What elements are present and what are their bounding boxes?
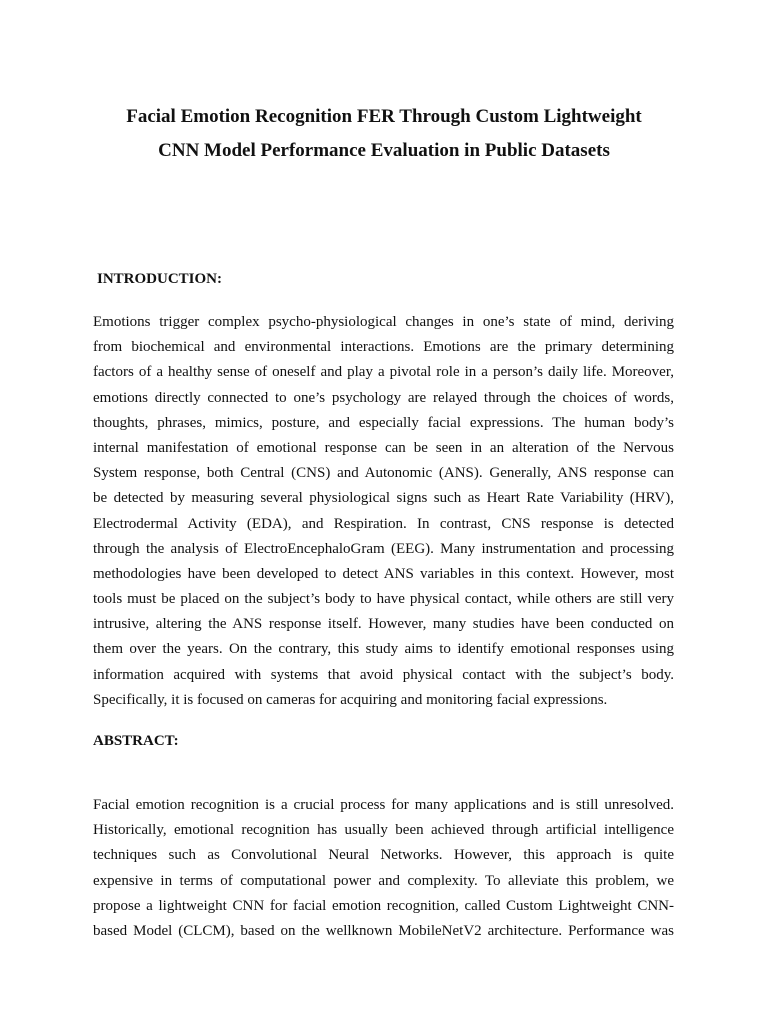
text-line: techniques such as Convolutional Neural Networks. However, this approach is quite (93, 847, 674, 864)
paper-title-line-2: CNN Model Performance Evaluation in Public Datasets (158, 140, 610, 161)
text-line: based Model (CLCM), based on the wellknown MobileNetV2 architecture. Performance was (93, 922, 674, 939)
text-line: expensive in terms of computational power and complexity. To alleviate this problem, we (93, 872, 674, 889)
text-line: thoughts, phrases, mimics, posture, and especially facial expressions. The human body’s (93, 414, 674, 431)
text-line: Facial emotion recognition is a crucial process for many applications and is still unresolved. (93, 797, 674, 813)
text-line: methodologies have been developed to detect ANS variables in this context. However, most (93, 565, 674, 582)
text-line: them over the years. On the contrary, this study aims to identify emotional responses using (93, 641, 674, 658)
text-line: internal manifestation of emotional response can be seen in an alteration of the Nervous (93, 439, 674, 456)
text-line: emotions directly connected to one’s psychology are relayed through the choices of words, (93, 389, 674, 406)
text-line: from biochemical and environmental interactions. Emotions are the primary determining (93, 339, 674, 356)
introduction-paragraph (93, 310, 674, 713)
text-line: System response, both Central (CNS) and Autonomic (ANS). Generally, ANS response can (93, 465, 674, 482)
text-line: Historically, emotional recognition has usually been achieved through artificial intelligence (93, 822, 674, 839)
text-line: tools must be placed on the subject’s body to have physical contact, while others are still very (93, 591, 674, 608)
abstract-heading: ABSTRACT: (93, 733, 179, 749)
text-line: factors of a healthy sense of oneself and play a pivotal role in a person’s daily life. Moreover, (93, 364, 674, 381)
text-line: information acquired with systems that avoid physical contact with the subject’s body. (93, 666, 674, 683)
introduction-heading: INTRODUCTION: (97, 271, 223, 287)
paper-title-line-1: Facial Emotion Recognition FER Through Custom Lightweight (126, 106, 642, 127)
paper-title (60, 100, 708, 168)
abstract-paragraph (93, 793, 674, 944)
text-line: Emotions trigger complex psycho-physiological changes in one’s state of mind, deriving (93, 314, 674, 330)
text-line: through the analysis of ElectroEncephaloGram (EEG). Many instrumentation and processing (93, 540, 674, 557)
text-line: Specifically, it is focused on cameras for acquiring and monitoring facial expressions. (93, 691, 608, 708)
text-line: intrusive, altering the ANS response itself. However, many studies have been conducted on (93, 616, 674, 633)
text-line: be detected by measuring several physiological signs such as Heart Rate Variability (HRV), (93, 490, 674, 507)
text-line: propose a lightweight CNN for facial emotion recognition, called Custom Lightweight CNN- (93, 897, 674, 914)
text-line: Electrodermal Activity (EDA), and Respiration. In contrast, CNS response is detected (93, 515, 674, 532)
